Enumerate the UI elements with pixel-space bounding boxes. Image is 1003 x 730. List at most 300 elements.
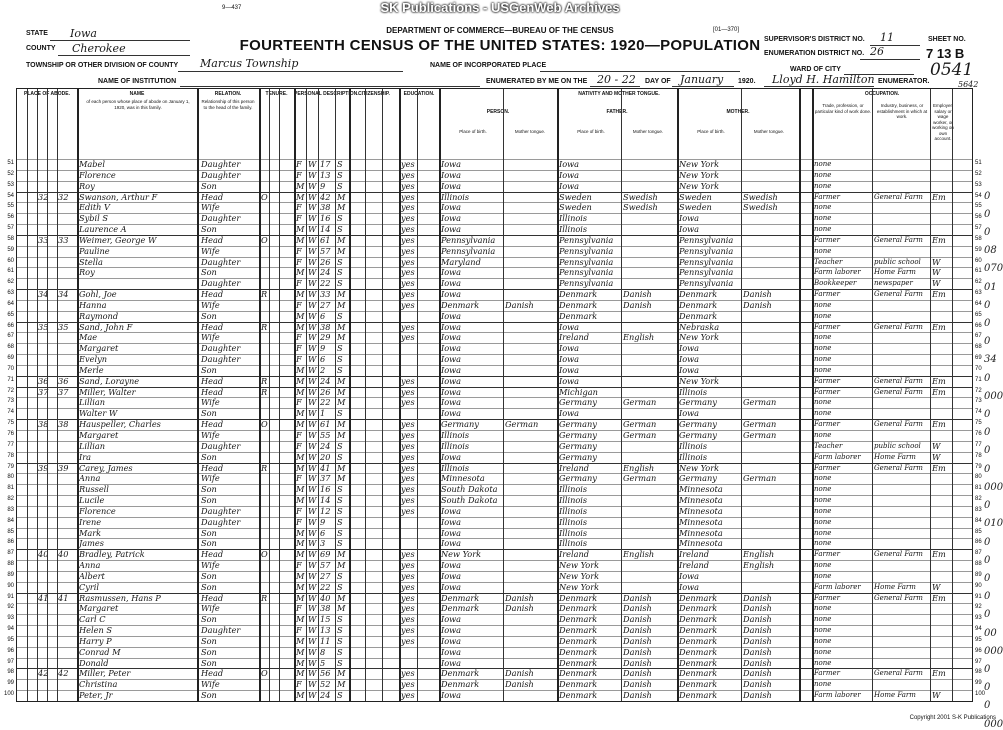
cell-speaks-english: yes <box>401 419 415 430</box>
cell-mother-birthplace: Pennsylvania <box>679 278 734 289</box>
cell-sex: M <box>296 267 305 278</box>
column-divider <box>47 89 48 701</box>
row-number-right: 91 <box>975 593 982 600</box>
cell-father-mother-tongue: Danish <box>623 289 652 300</box>
cell-mother-mother-tongue: German <box>743 430 777 440</box>
cell-mother-birthplace: Iowa <box>679 364 700 375</box>
cell-occupation: none <box>814 636 832 645</box>
cell-age: 9 <box>320 180 326 191</box>
table-header <box>17 89 972 160</box>
cell-tenure: O <box>261 668 268 679</box>
cell-race: W <box>308 690 317 701</box>
cell-family-number: 42 <box>58 668 69 679</box>
cell-mother-mother-tongue: Danish <box>743 289 772 300</box>
cell-sex: M <box>296 646 305 657</box>
cell-speaks-english: yes <box>401 581 415 592</box>
cell-marital-status: S <box>337 256 343 267</box>
cell-race: W <box>308 364 317 375</box>
cell-place-of-birth: Iowa <box>441 213 462 224</box>
cell-speaks-english: yes <box>401 635 415 646</box>
cell-relation: Son <box>201 364 217 375</box>
cell-race: W <box>308 419 317 430</box>
cell-sex: M <box>296 527 305 538</box>
cell-person-name: Stella <box>79 256 103 267</box>
cell-employer-class: W <box>932 581 941 592</box>
row-number-left: 80 <box>7 474 14 481</box>
form-id: [01—370] <box>713 27 740 33</box>
cell-relation: Head <box>201 549 224 560</box>
cell-marital-status: M <box>337 603 346 614</box>
cell-father-birthplace: Germany <box>559 473 597 484</box>
cell-sex: M <box>296 419 305 430</box>
cell-mother-mother-tongue: Danish <box>743 603 772 614</box>
row-number-right: 82 <box>975 496 982 503</box>
row-number-right: 57 <box>975 225 982 232</box>
cell-person-mother-tongue: Danish <box>505 299 534 310</box>
cell-person-name: Christina <box>79 679 118 690</box>
cell-mother-mother-tongue: Swedish <box>743 202 778 213</box>
cell-family-number: 41 <box>58 592 69 603</box>
cell-occupation: Farm laborer <box>814 582 861 591</box>
cell-marital-status: S <box>337 581 343 592</box>
cell-age: 37 <box>320 473 331 484</box>
cell-speaks-english: yes <box>401 234 415 245</box>
cell-speaks-english: yes <box>401 592 415 603</box>
cell-person-name: Swanson, Arthur F <box>79 191 158 202</box>
margin-note: 0 <box>984 572 991 584</box>
cell-occupation: none <box>814 300 832 309</box>
cell-person-name: Conrad M <box>79 646 121 657</box>
cell-person-name: Merle <box>79 364 104 375</box>
column-divider <box>318 89 319 701</box>
cell-dwelling-number: 42 <box>38 668 49 679</box>
cell-employer-class: W <box>932 690 941 701</box>
cell-occupation: Farmer <box>814 420 841 429</box>
cell-age: 13 <box>320 169 331 180</box>
cell-place-of-birth: Iowa <box>441 386 462 397</box>
cell-relation: Son <box>201 408 217 419</box>
group-citizenship: CITIZENSHIP. <box>358 91 390 97</box>
cell-marital-status: M <box>337 375 346 386</box>
row-number-left: 91 <box>7 593 14 600</box>
county-label: COUNTY <box>26 45 56 52</box>
cell-father-birthplace: Germany <box>559 451 597 462</box>
row-number-left: 87 <box>7 550 14 557</box>
cell-sex: M <box>296 592 305 603</box>
cell-age: 9 <box>320 343 326 354</box>
cell-occupation: Bookkeeper <box>814 279 857 288</box>
cell-employer-class: Em <box>932 386 946 397</box>
cell-mother-birthplace: Denmark <box>679 646 718 657</box>
cell-marital-status: S <box>337 267 343 278</box>
cell-marital-status: S <box>337 538 343 549</box>
cell-industry: General Farm <box>874 669 923 678</box>
cell-father-birthplace: Denmark <box>559 614 598 625</box>
cell-father-birthplace: New York <box>559 581 600 592</box>
cell-mother-birthplace: Minnesota <box>679 538 723 549</box>
cell-relation: Daughter <box>201 256 241 267</box>
cell-place-of-birth: New York <box>441 549 482 560</box>
header-pmt: Mother tongue. <box>514 129 546 134</box>
cell-mother-mother-tongue: Danish <box>743 657 772 668</box>
row-number-right: 51 <box>975 160 982 166</box>
cell-person-name: Mark <box>79 527 102 538</box>
cell-sex: F <box>296 159 302 169</box>
cell-father-mother-tongue: English <box>623 549 655 560</box>
cell-race: W <box>308 668 317 679</box>
cell-mother-birthplace: Iowa <box>679 224 700 235</box>
cell-place-of-birth: Denmark <box>441 603 480 614</box>
cell-marital-status: M <box>337 462 346 473</box>
cell-person-name: Sand, Lorayne <box>79 375 140 386</box>
cell-employer-class: Em <box>932 191 946 202</box>
cell-dwelling-number: 34 <box>38 289 49 300</box>
row-number-right: 61 <box>975 268 982 275</box>
row-number-right: 64 <box>975 300 982 307</box>
row-number-right: 83 <box>975 506 982 513</box>
cell-family-number: 35 <box>58 321 69 332</box>
cell-age: 26 <box>320 256 331 267</box>
cell-relation: Son <box>201 690 217 701</box>
cell-age: 11 <box>320 635 331 646</box>
row-number-right: 69 <box>975 355 982 362</box>
margin-note: 0 <box>984 682 991 694</box>
cell-person-name: Donald <box>79 657 109 668</box>
cell-sex: F <box>296 625 302 636</box>
row-number-right: 92 <box>975 604 982 611</box>
cell-marital-status: M <box>337 299 346 310</box>
cell-relation: Daughter <box>201 169 241 180</box>
ed-line <box>860 59 920 60</box>
cell-father-birthplace: Germany <box>559 419 597 430</box>
cell-mother-birthplace: Denmark <box>679 657 718 668</box>
cell-sex: F <box>296 473 302 484</box>
cell-place-of-birth: Illinois <box>441 430 470 440</box>
cell-person-name: Pauline <box>79 245 110 256</box>
cell-mother-birthplace: Pennsylvania <box>679 245 734 256</box>
cell-age: 24 <box>320 440 331 451</box>
cell-relation: Head <box>201 386 224 397</box>
cell-sex: F <box>296 430 302 440</box>
cell-mother-birthplace: Germany <box>679 397 717 408</box>
incorporated-line <box>540 71 740 72</box>
cell-race: W <box>308 321 317 332</box>
cell-father-birthplace: Pennsylvania <box>559 256 614 267</box>
cell-sex: M <box>296 375 305 386</box>
cell-sex: F <box>296 256 302 267</box>
cell-speaks-english: yes <box>401 484 415 495</box>
cell-age: 20 <box>320 451 331 462</box>
cell-race: W <box>308 343 317 354</box>
cell-relation: Head <box>201 289 224 300</box>
cell-place-of-birth: Illinois <box>441 440 470 451</box>
cell-race: W <box>308 560 317 571</box>
cell-father-birthplace: Denmark <box>559 690 598 701</box>
cell-relation: Head <box>201 668 224 679</box>
cell-race: W <box>308 549 317 560</box>
cell-age: 38 <box>320 202 331 213</box>
cell-industry: public school <box>874 257 921 266</box>
cell-industry: General Farm <box>874 550 923 559</box>
cell-person-name: Evelyn <box>79 354 107 365</box>
cell-occupation: none <box>814 680 832 689</box>
cell-mother-mother-tongue: Danish <box>743 679 772 690</box>
row-number-right: 78 <box>975 452 982 459</box>
township-line <box>178 71 403 72</box>
cell-marital-status: M <box>337 386 346 397</box>
cell-relation: Head <box>201 419 224 430</box>
cell-place-of-birth: Iowa <box>441 397 462 408</box>
cell-age: 61 <box>320 419 331 430</box>
cell-race: W <box>308 440 317 451</box>
cell-age: 40 <box>320 592 331 603</box>
row-number-right: 89 <box>975 571 982 578</box>
cell-mother-birthplace: Minnesota <box>679 527 723 538</box>
row-number-right: 63 <box>975 290 982 297</box>
margin-note: 0 <box>984 700 991 712</box>
cell-person-name: Roy <box>79 267 95 278</box>
cell-mother-birthplace: Illinois <box>679 451 708 462</box>
cell-race: W <box>308 657 317 668</box>
cell-occupation: Teacher <box>814 441 843 450</box>
cell-industry: General Farm <box>874 463 923 472</box>
cell-father-mother-tongue: German <box>623 397 657 408</box>
cell-age: 16 <box>320 213 331 224</box>
cell-race: W <box>308 462 317 473</box>
row-number-right: 79 <box>975 463 982 470</box>
department-heading: DEPARTMENT OF COMMERCE—BUREAU OF THE CENSUS <box>386 26 614 35</box>
row-number-right: 95 <box>975 636 982 643</box>
cell-occupation: none <box>814 506 832 515</box>
cell-occupation: Farmer <box>814 192 841 201</box>
row-number-left: 82 <box>7 496 14 503</box>
group-place-of-abode: PLACE OF ABODE. <box>24 91 70 97</box>
row-number-left: 72 <box>7 387 14 394</box>
row-number-left: 63 <box>7 290 14 297</box>
cell-mother-mother-tongue: Danish <box>743 668 772 679</box>
cell-relation: Daughter <box>201 505 241 516</box>
cell-mother-birthplace: Denmark <box>679 310 718 321</box>
cell-person-name: Bradley, Patrick <box>79 549 145 560</box>
cell-age: 9 <box>320 516 326 527</box>
cell-industry: public school <box>874 441 921 450</box>
cell-occupation: none <box>814 311 832 320</box>
cell-sex: F <box>296 245 302 256</box>
cell-occupation: none <box>814 517 832 526</box>
row-number-left: 53 <box>7 181 14 188</box>
cell-relation: Daughter <box>201 159 241 169</box>
cell-marital-status: S <box>337 159 343 169</box>
cell-age: 38 <box>320 321 331 332</box>
cell-relation: Son <box>201 570 217 581</box>
row-number-right: 68 <box>975 344 982 351</box>
cell-father-birthplace: Germany <box>559 440 597 451</box>
cell-relation: Son <box>201 224 217 235</box>
enumerator-line <box>764 86 874 87</box>
cell-mother-birthplace: New York <box>679 375 720 386</box>
column-divider <box>77 89 79 701</box>
margin-note: 0 <box>984 554 991 566</box>
cell-age: 17 <box>320 159 331 169</box>
cell-marital-status: S <box>337 690 343 701</box>
cell-relation: Wife <box>201 603 220 614</box>
cell-occupation: Farm laborer <box>814 691 861 700</box>
row-number-left: 74 <box>7 409 14 416</box>
margin-note: 0 <box>984 463 991 475</box>
row-number-right: 53 <box>975 181 982 188</box>
row-number-right: 99 <box>975 680 982 687</box>
cell-father-birthplace: Iowa <box>559 408 580 419</box>
column-divider <box>417 89 418 701</box>
row-number-left: 64 <box>7 300 14 307</box>
cell-father-mother-tongue: English <box>623 332 655 343</box>
cell-mother-mother-tongue: Danish <box>743 592 772 603</box>
cell-mother-birthplace: Iowa <box>679 570 700 581</box>
row-number-left: 61 <box>7 268 14 275</box>
copyright: Copyright 2001 S-K Publications <box>909 715 996 721</box>
institution-label: NAME OF INSTITUTION <box>98 78 177 85</box>
cell-place-of-birth: Iowa <box>441 408 462 419</box>
row-number-right: 85 <box>975 528 982 535</box>
cell-mother-mother-tongue: Danish <box>743 646 772 657</box>
cell-occupation: none <box>814 485 832 494</box>
cell-industry: General Farm <box>874 192 923 201</box>
row-number-left: 71 <box>7 376 14 383</box>
cell-father-mother-tongue: German <box>623 473 657 484</box>
cell-marital-status: S <box>337 527 343 538</box>
cell-father-mother-tongue: Danish <box>623 657 652 668</box>
cell-speaks-english: yes <box>401 289 415 300</box>
cell-sex: M <box>296 364 305 375</box>
cell-speaks-english: yes <box>401 159 415 169</box>
cell-marital-status: S <box>337 451 343 462</box>
cell-sex: F <box>296 679 302 690</box>
cell-marital-status: S <box>337 180 343 191</box>
cell-father-birthplace: Denmark <box>559 635 598 646</box>
cell-race: W <box>308 505 317 516</box>
cell-relation: Wife <box>201 679 220 690</box>
cell-industry: Home Farm <box>874 268 916 277</box>
cell-person-name: Weimer, George W <box>79 234 157 245</box>
cell-marital-status: S <box>337 224 343 235</box>
cell-occupation: Farmer <box>814 669 841 678</box>
row-number-right: 56 <box>975 214 982 221</box>
cell-place-of-birth: Maryland <box>441 256 481 267</box>
cell-mother-mother-tongue: German <box>743 397 777 408</box>
cell-occupation: none <box>814 658 832 667</box>
row-number-left: 62 <box>7 279 14 286</box>
cell-occupation: none <box>814 409 832 418</box>
cell-marital-status: M <box>337 679 346 690</box>
column-divider <box>812 89 814 701</box>
cell-father-mother-tongue: Danish <box>623 668 652 679</box>
row-number-right: 60 <box>975 257 982 264</box>
cell-occupation: Farm laborer <box>814 268 861 277</box>
watermark: SK Publications - USGenWeb Archives <box>380 0 620 15</box>
cell-person-name: Lucile <box>79 495 105 506</box>
cell-relation: Wife <box>201 299 220 310</box>
cell-industry: General Farm <box>874 376 923 385</box>
cell-marital-status: M <box>337 202 346 213</box>
cell-person-name: Irene <box>79 516 102 527</box>
cell-speaks-english: yes <box>401 451 415 462</box>
row-number-left: 69 <box>7 355 14 362</box>
cell-mother-birthplace: Pennsylvania <box>679 256 734 267</box>
row-number-left: 75 <box>7 420 14 427</box>
cell-employer-class: Em <box>932 321 946 332</box>
row-number-right: 65 <box>975 311 982 318</box>
cell-place-of-birth: Denmark <box>441 679 480 690</box>
cell-place-of-birth: Iowa <box>441 560 462 571</box>
row-number-left: 65 <box>7 311 14 318</box>
cell-industry: Home Farm <box>874 691 916 700</box>
margin-note: 01 <box>984 281 997 293</box>
cell-father-birthplace: Denmark <box>559 625 598 636</box>
cell-occupation: none <box>814 398 832 407</box>
cell-person-name: Rasmussen, Hans P <box>79 592 161 603</box>
cell-race: W <box>308 332 317 343</box>
cell-place-of-birth: Iowa <box>441 505 462 516</box>
row-number-left: 85 <box>7 528 14 535</box>
cell-father-birthplace: New York <box>559 560 600 571</box>
cell-marital-status: S <box>337 213 343 224</box>
cell-place-of-birth: Iowa <box>441 267 462 278</box>
row-number-left: 94 <box>7 626 14 633</box>
row-number-left: 52 <box>7 170 14 177</box>
cell-sex: F <box>296 505 302 516</box>
cell-age: 8 <box>320 646 326 657</box>
cell-person-name: Russell <box>79 484 109 495</box>
row-number-right: 67 <box>975 333 982 340</box>
row-number-right: 96 <box>975 647 982 654</box>
cell-mother-birthplace: New York <box>679 169 720 180</box>
cell-father-birthplace: Michigan <box>559 386 598 397</box>
cell-occupation: none <box>814 344 832 353</box>
cell-age: 22 <box>320 581 331 592</box>
cell-occupation: none <box>814 365 832 374</box>
row-number-left: 99 <box>7 680 14 687</box>
cell-employer-class: Em <box>932 549 946 560</box>
cell-employer-class: Em <box>932 234 946 245</box>
cell-relation: Daughter <box>201 625 241 636</box>
row-number-right: 97 <box>975 658 982 665</box>
ed-label: ENUMERATION DISTRICT NO. <box>764 50 865 57</box>
census-table <box>16 88 973 702</box>
cell-race: W <box>308 159 317 169</box>
cell-sex: M <box>296 690 305 701</box>
row-number-right: 62 <box>975 279 982 286</box>
column-divider <box>279 89 280 701</box>
cell-mother-mother-tongue: Danish <box>743 299 772 310</box>
cell-age: 6 <box>320 354 326 365</box>
cell-industry: General Farm <box>874 290 923 299</box>
cell-relation: Son <box>201 451 217 462</box>
cell-speaks-english: yes <box>401 213 415 224</box>
cell-sex: F <box>296 440 302 451</box>
margin-note: 0 <box>984 664 991 675</box>
cell-person-name: Carl C <box>79 614 106 625</box>
cell-father-birthplace: Sweden <box>559 202 592 213</box>
row-number-right: 71 <box>975 376 982 383</box>
cell-sex: F <box>296 299 302 310</box>
margin-note: 0 <box>984 208 991 220</box>
row-number-left: 77 <box>7 441 14 448</box>
cell-marital-status: S <box>337 278 343 289</box>
column-divider <box>57 89 58 701</box>
cell-age: 13 <box>320 625 331 636</box>
township-value: Marcus Township <box>200 57 299 70</box>
cell-mother-mother-tongue: English <box>743 560 775 571</box>
